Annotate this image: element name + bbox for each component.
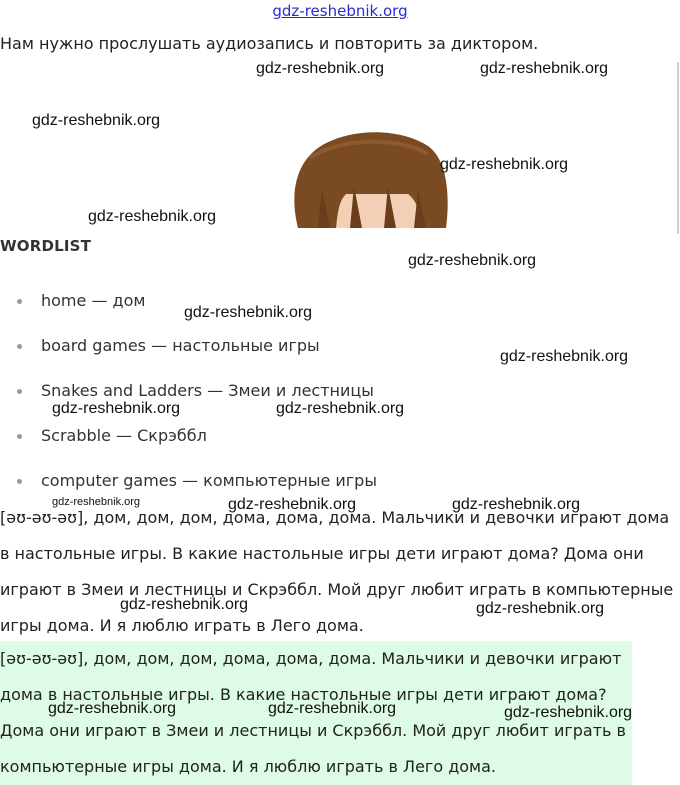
watermark: gdz-reshebnik.org bbox=[52, 496, 141, 508]
watermark: gdz-reshebnik.org bbox=[440, 156, 569, 173]
watermark: gdz-reshebnik.org bbox=[52, 400, 181, 417]
wordlist-title: WORDLIST bbox=[0, 237, 92, 255]
watermark: gdz-reshebnik.org bbox=[476, 600, 605, 617]
child-illustration bbox=[288, 128, 458, 228]
site-link[interactable]: gdz-reshebnik.org bbox=[272, 2, 408, 20]
bullet-icon bbox=[17, 434, 22, 439]
watermark: gdz-reshebnik.org bbox=[452, 496, 581, 513]
list-item bbox=[0, 329, 377, 374]
bullet-icon bbox=[17, 389, 22, 394]
wordlist-item-label: Snakes and Ladders — Змеи и лестницы bbox=[41, 381, 374, 400]
divider bbox=[677, 62, 679, 234]
watermark: gdz-reshebnik.org bbox=[256, 60, 385, 77]
watermark: gdz-reshebnik.org bbox=[480, 60, 609, 77]
watermark: gdz-reshebnik.org bbox=[504, 704, 633, 721]
list-item bbox=[0, 419, 377, 464]
watermark: gdz-reshebnik.org bbox=[88, 208, 217, 225]
wordlist-item-label: board games — настольные игры bbox=[41, 336, 320, 355]
wordlist-item-label: Scrabble — Скрэббл bbox=[41, 426, 207, 445]
watermark: gdz-reshebnik.org bbox=[500, 348, 629, 365]
paragraph-transcript: [əʊ-əʊ-əʊ], дом, дом, дом, дома, дома, дома. Мальчики и девочки играют дома в настольные игры. В какие настольные игры дети играют дома? Дома они играют в Змеи и лестницы и Скрэббл. Мой друг любит играть в компьютерные игры дома. И я люблю играть в Лего дома. bbox=[0, 508, 674, 635]
watermark: gdz-reshebnik.org bbox=[120, 596, 249, 613]
bullet-icon bbox=[17, 344, 22, 349]
wordlist-item-label: home — дом bbox=[41, 291, 146, 310]
watermark: gdz-reshebnik.org bbox=[32, 112, 161, 129]
bullet-icon bbox=[17, 479, 22, 484]
watermark: gdz-reshebnik.org bbox=[48, 700, 177, 717]
watermark: gdz-reshebnik.org bbox=[276, 400, 405, 417]
paragraph-answer-highlighted: [əʊ-əʊ-əʊ], дом, дом, дом, дома, дома, дома. Мальчики и девочки играют дома в настольные игры. В какие настольные игры дети играют дома? Дома они играют в Змеи и лестницы и Скрэббл. Мой друг любит играть в компьютерные игры дома. И я люблю играть в Лего дома. bbox=[0, 641, 632, 785]
watermark: gdz-reshebnik.org bbox=[228, 496, 357, 513]
watermark: gdz-reshebnik.org bbox=[268, 700, 397, 717]
wordlist-item-label: computer games — компьютерные игры bbox=[41, 471, 377, 490]
watermark: gdz-reshebnik.org bbox=[184, 304, 313, 321]
intro-text: Нам нужно прослушать аудиозапись и повторить за диктором. bbox=[0, 34, 539, 53]
bullet-icon bbox=[17, 299, 22, 304]
watermark: gdz-reshebnik.org bbox=[408, 252, 537, 269]
